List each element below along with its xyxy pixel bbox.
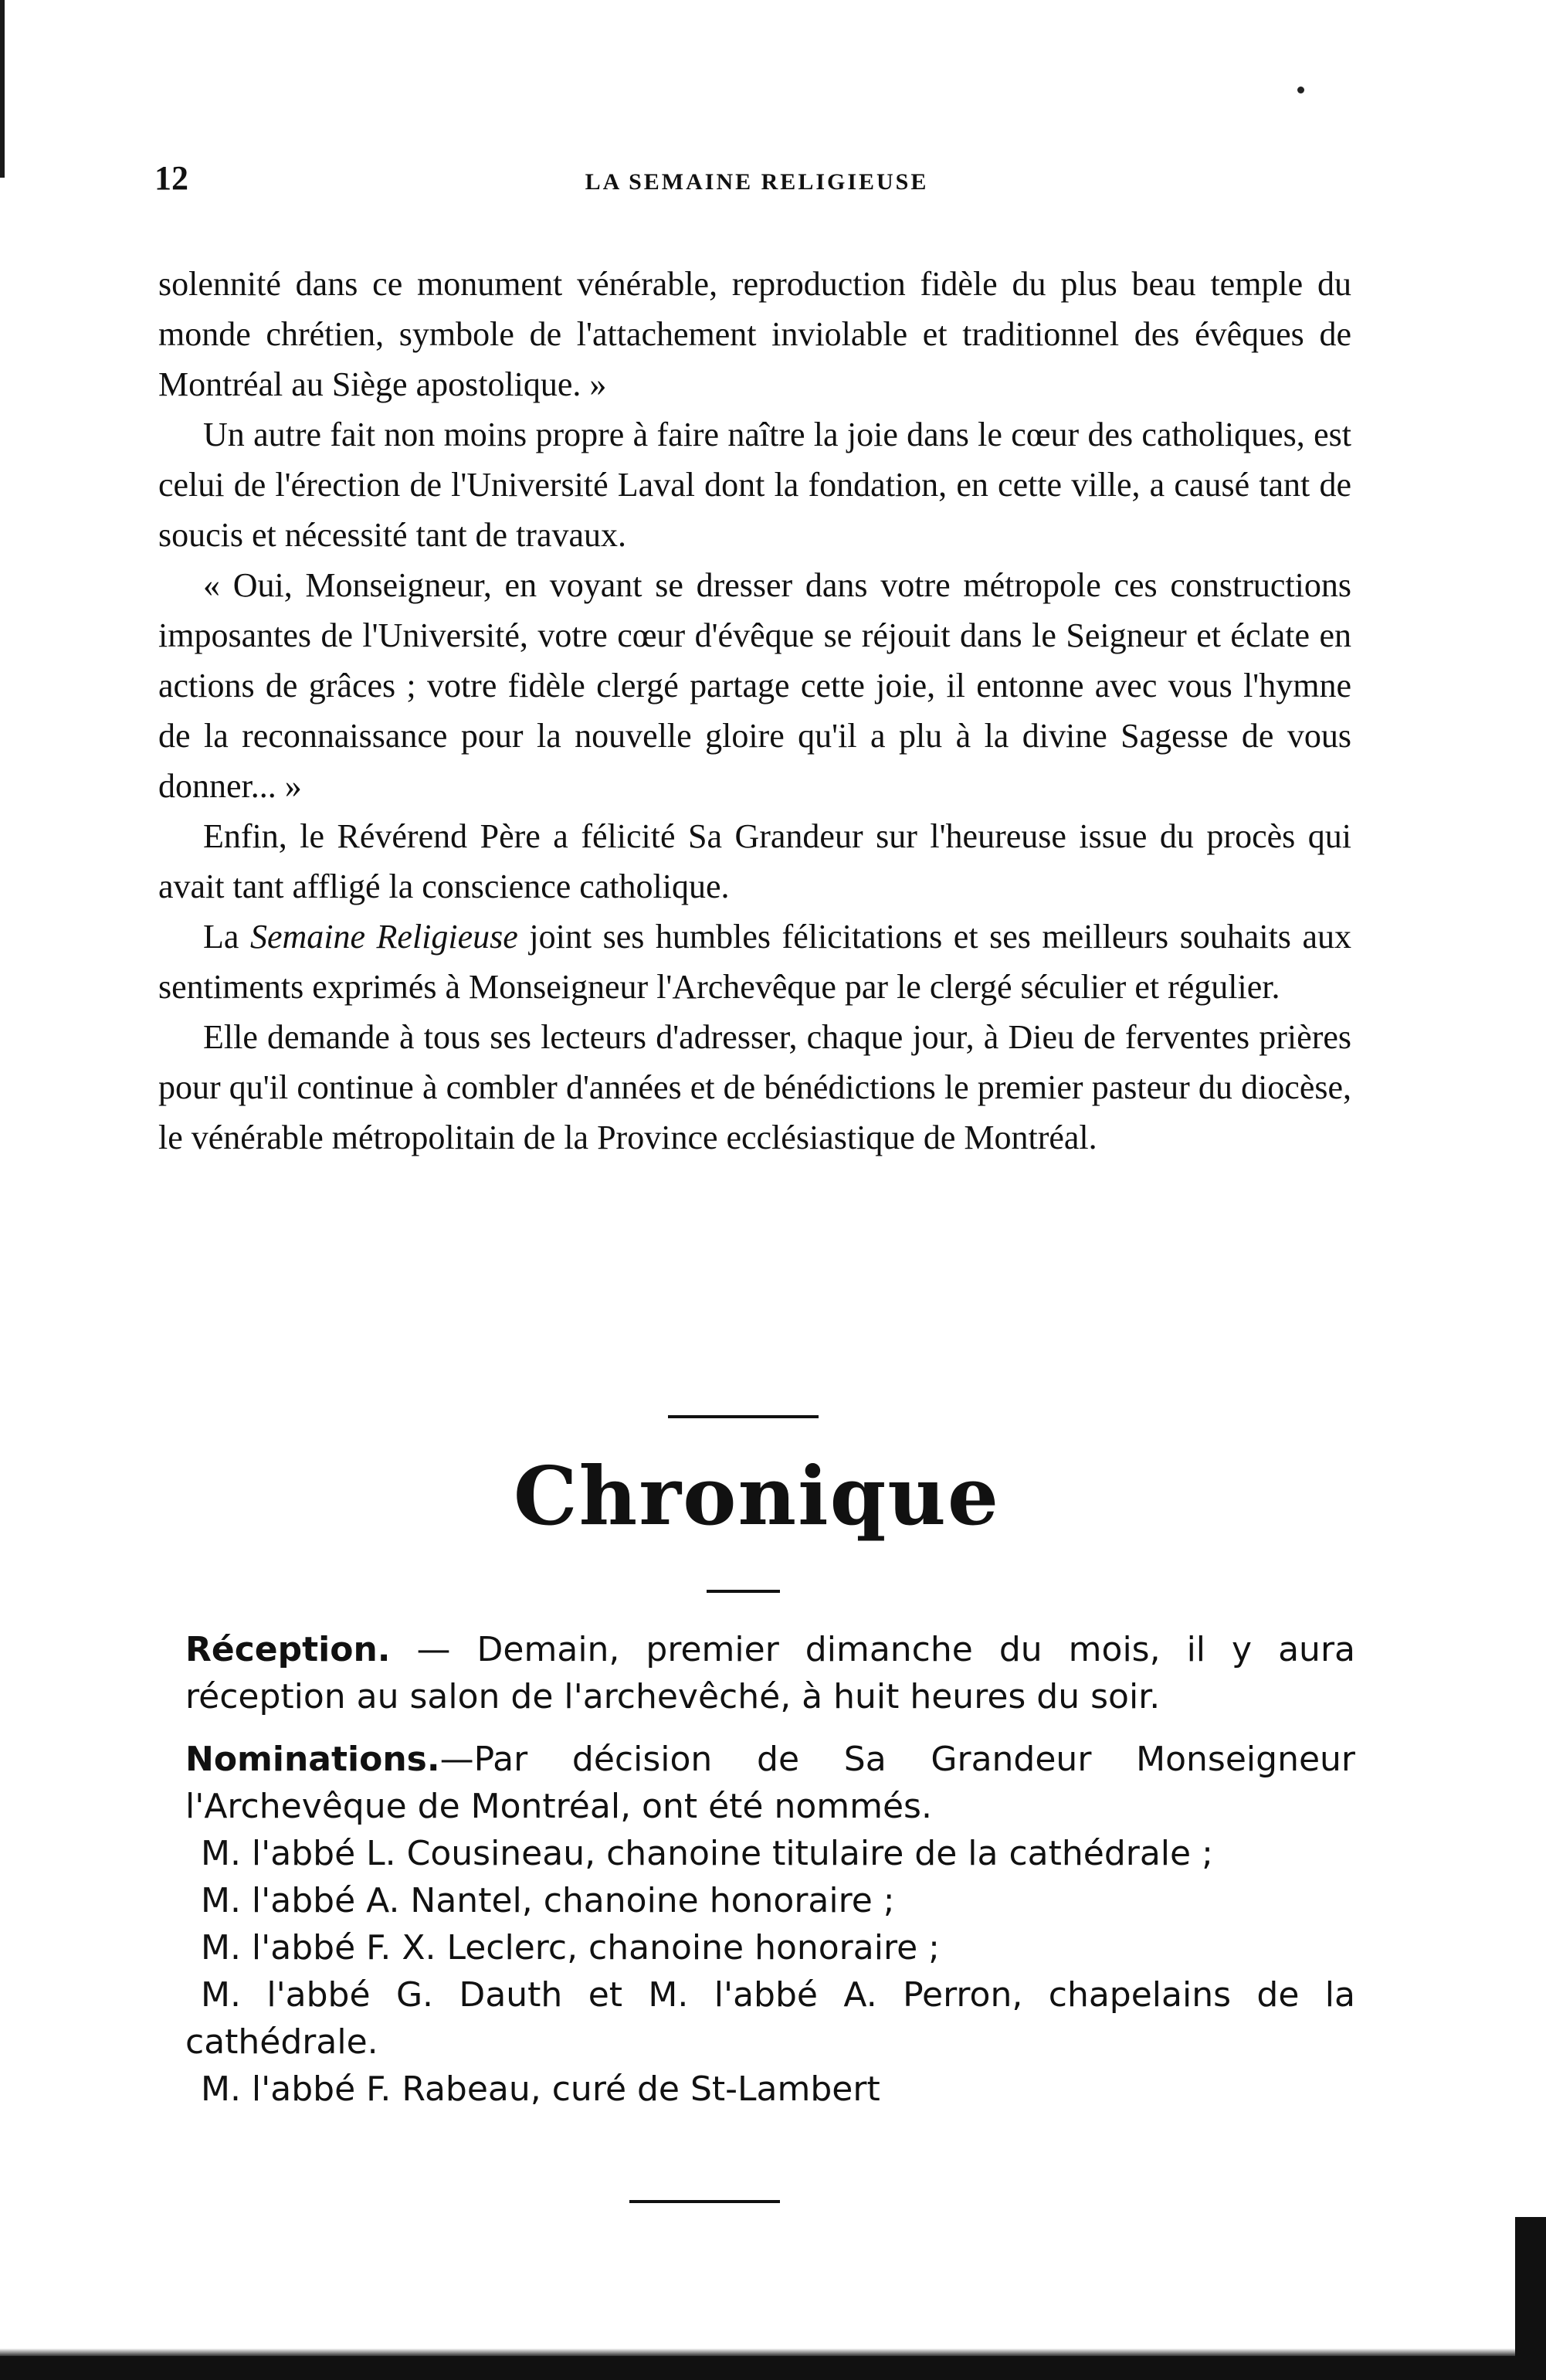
nomination-item: M. l'abbé L. Cousineau, chanoine titulaire de la cathédrale ; — [201, 1834, 1213, 1873]
reception-entry — [185, 1626, 1355, 1720]
reception-text: — Demain, premier dimanche du mois, il y aura réception au salon de l'archevêché, à huit heures du soir. — [185, 1630, 1355, 1716]
paragraph-semaine — [158, 912, 1351, 1012]
nominations-text: —Par décision de Sa Grandeur Monseigneur l'Archevêque de Montréal, ont été nommés. — [185, 1740, 1355, 1826]
paragraph-continuation: solennité dans ce monument vénérable, reproduction fidèle du plus beau temple du monde chrétien, symbole de l'attachement inviolable et traditionnel des évêques de Montréal au Siège apostolique. » — [158, 265, 1351, 403]
scan-bottom-edge — [0, 2356, 1546, 2380]
article-body — [158, 259, 1351, 1163]
paragraph-prieres: Elle demande à tous ses lecteurs d'adresser, chaque jour, à Dieu de ferventes prières pour qu'il continue à combler d'années et de bénédictions le premier pasteur du diocèse, le vénérable métropolitain de la Province ecclésiastique de Montréal. — [158, 1018, 1351, 1156]
divider-rule-bottom — [629, 2200, 780, 2203]
scan-edge-mark — [0, 0, 5, 178]
reception-lead: Réception. — [185, 1630, 391, 1669]
running-head: LA SEMAINE RELIGIEUSE — [585, 169, 929, 195]
chronique-section — [185, 1626, 1355, 2113]
nomination-item: M. l'abbé F. X. Leclerc, chanoine honoraire ; — [201, 1928, 940, 1967]
scan-speck — [1297, 87, 1304, 93]
nomination-item: M. l'abbé G. Dauth et M. l'abbé A. Perron, chapelains de la cathédrale. — [185, 1975, 1355, 2062]
nomination-item: M. l'abbé F. Rabeau, curé de St-Lambert — [201, 2069, 880, 2109]
scan-shadow — [0, 2348, 1546, 2356]
page-number: 12 — [154, 159, 188, 197]
nomination-item: M. l'abbé A. Nantel, chanoine honoraire ; — [201, 1881, 895, 1920]
divider-rule-short — [707, 1590, 780, 1593]
paragraph-proces: Enfin, le Révérend Père a félicité Sa Grandeur sur l'heureuse issue du procès qui avait tant affligé la conscience catholique. — [158, 817, 1351, 905]
paragraph-quote: « Oui, Monseigneur, en voyant se dresser dans votre métropole ces constructions imposantes de l'Université, votre cœur d'évêque se réjouit dans le Seigneur et éclate en actions de grâces ; votre fidèle clergé partage cette joie, il entonne avec vous l'hymne de la reconnaissance pour la nouvelle gloire qu'il a plu à la divine Sagesse de vous donner... » — [158, 566, 1351, 805]
divider-rule-top — [668, 1415, 819, 1418]
page-header — [154, 158, 1359, 205]
semaine-prefix: La — [203, 918, 250, 956]
semaine-title: Semaine Religieuse — [249, 918, 518, 956]
scan-right-edge — [1515, 2217, 1546, 2380]
paragraph-universite: Un autre fait non moins propre à faire naître la joie dans le cœur des catholiques, est celui de l'érection de l'Université Laval dont la fondation, en cette ville, a causé tant de soucis et nécessité tant de travaux. — [158, 416, 1351, 554]
nominations-lead: Nominations. — [185, 1740, 440, 1779]
semaine-rest: joint ses humbles félicitations et ses meilleurs souhaits aux sentiments exprimés à Monseigneur l'Archevêque par le clergé séculier et régulier. — [158, 918, 1352, 1006]
nominations-entry — [185, 1736, 1355, 1830]
chronique-title: Chronique — [513, 1448, 1001, 1543]
